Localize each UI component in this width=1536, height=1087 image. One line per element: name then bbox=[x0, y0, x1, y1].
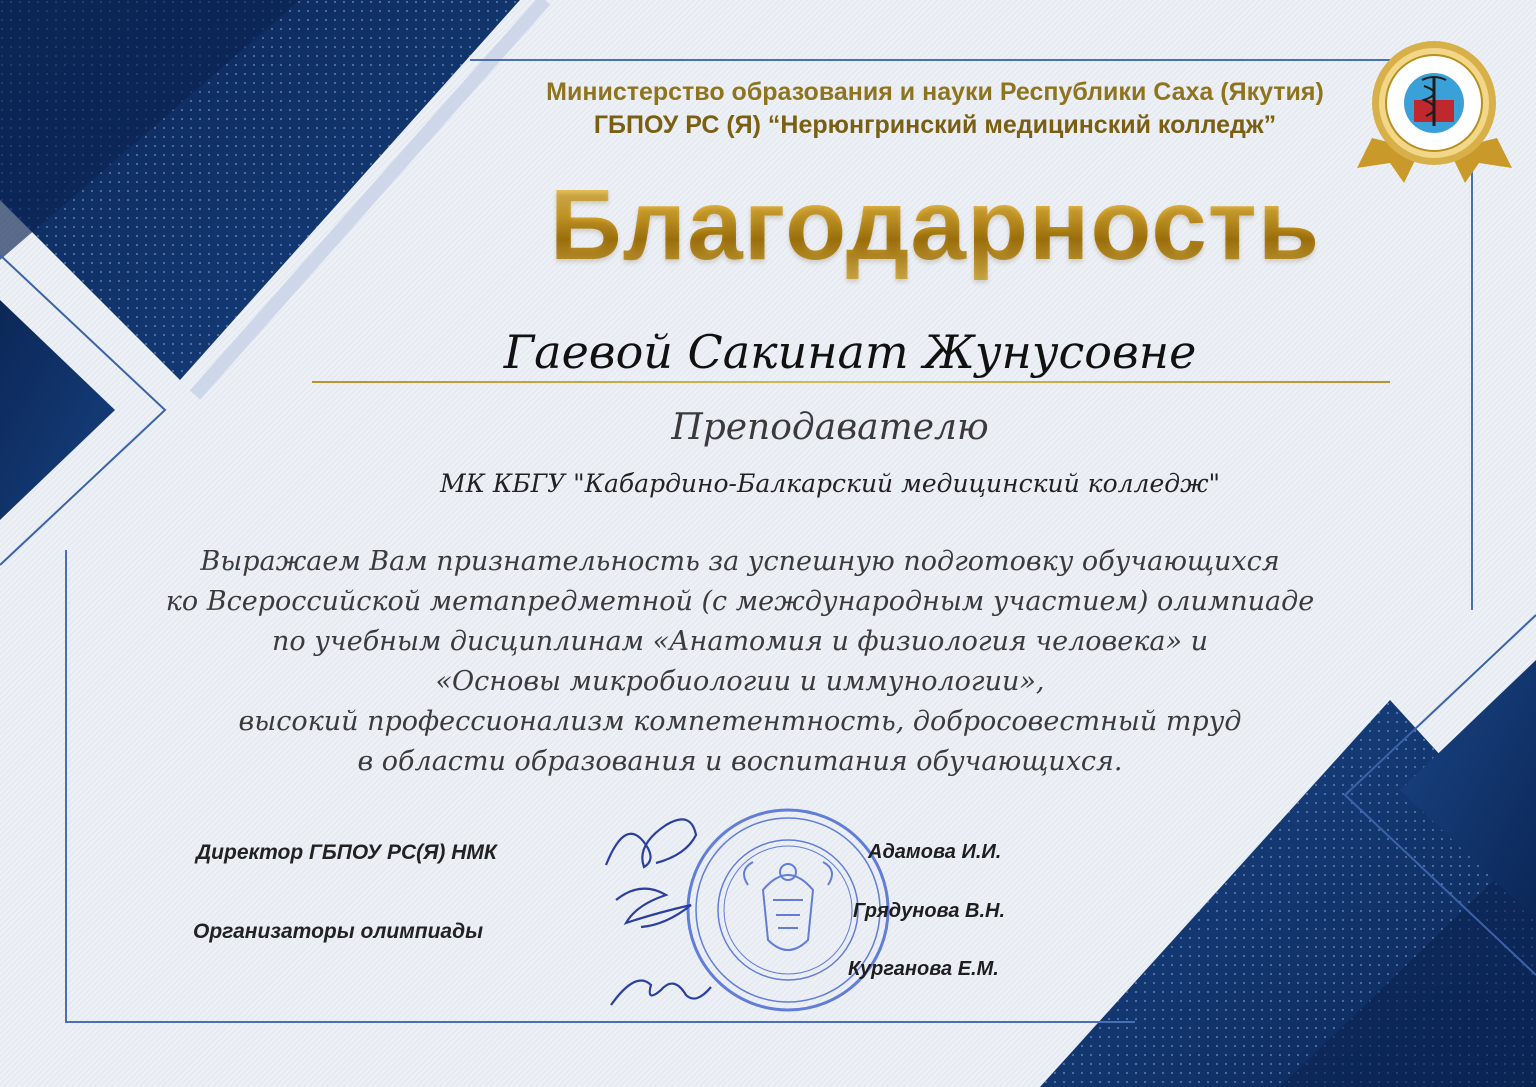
college-medal-emblem bbox=[1352, 38, 1517, 183]
signer-name: Грядунова В.Н. bbox=[853, 900, 1006, 922]
body-line: «Основы микробиологии и иммунологии», bbox=[435, 666, 1045, 697]
recipient-organization: МК КБГУ "Кабардино-Балкарский медицинский колледж" bbox=[439, 469, 1221, 498]
handwritten-signatures bbox=[596, 805, 716, 1035]
name-underline bbox=[312, 381, 1390, 383]
signer-name: Адамова И.И. bbox=[868, 841, 1002, 863]
body-line: высокий профессионализм компетентность, добросовестный труд bbox=[238, 706, 1242, 737]
certificate-title: Благодарность bbox=[430, 165, 1440, 285]
ministry-name: Министерство образования и науки Республики Саха (Якутия) bbox=[546, 78, 1324, 106]
recipient-name: Гаевой Сакинат Жунусовне bbox=[503, 325, 1197, 379]
director-role: Директор ГБПОУ РС(Я) НМК bbox=[196, 841, 497, 864]
issuer-header bbox=[440, 76, 1430, 142]
body-line: в области образования и воспитания обучающихся. bbox=[357, 746, 1123, 777]
body-line: ко Всероссийской метапредметной (с международным участием) олимпиаде bbox=[165, 586, 1315, 617]
body-line: по учебным дисциплинам «Анатомия и физиология человека» и bbox=[272, 626, 1208, 657]
gratitude-text bbox=[110, 542, 1370, 782]
organizers-role: Организаторы олимпиады bbox=[193, 920, 484, 943]
body-line: Выражаем Вам признательность за успешную подготовку обучающихся bbox=[200, 546, 1280, 577]
college-name: ГБПОУ РС (Я) “Нерюнгринский медицинский колледж” bbox=[593, 111, 1277, 139]
signer-name: Курганова Е.М. bbox=[848, 958, 999, 980]
recipient-position: Преподавателю bbox=[671, 407, 989, 448]
